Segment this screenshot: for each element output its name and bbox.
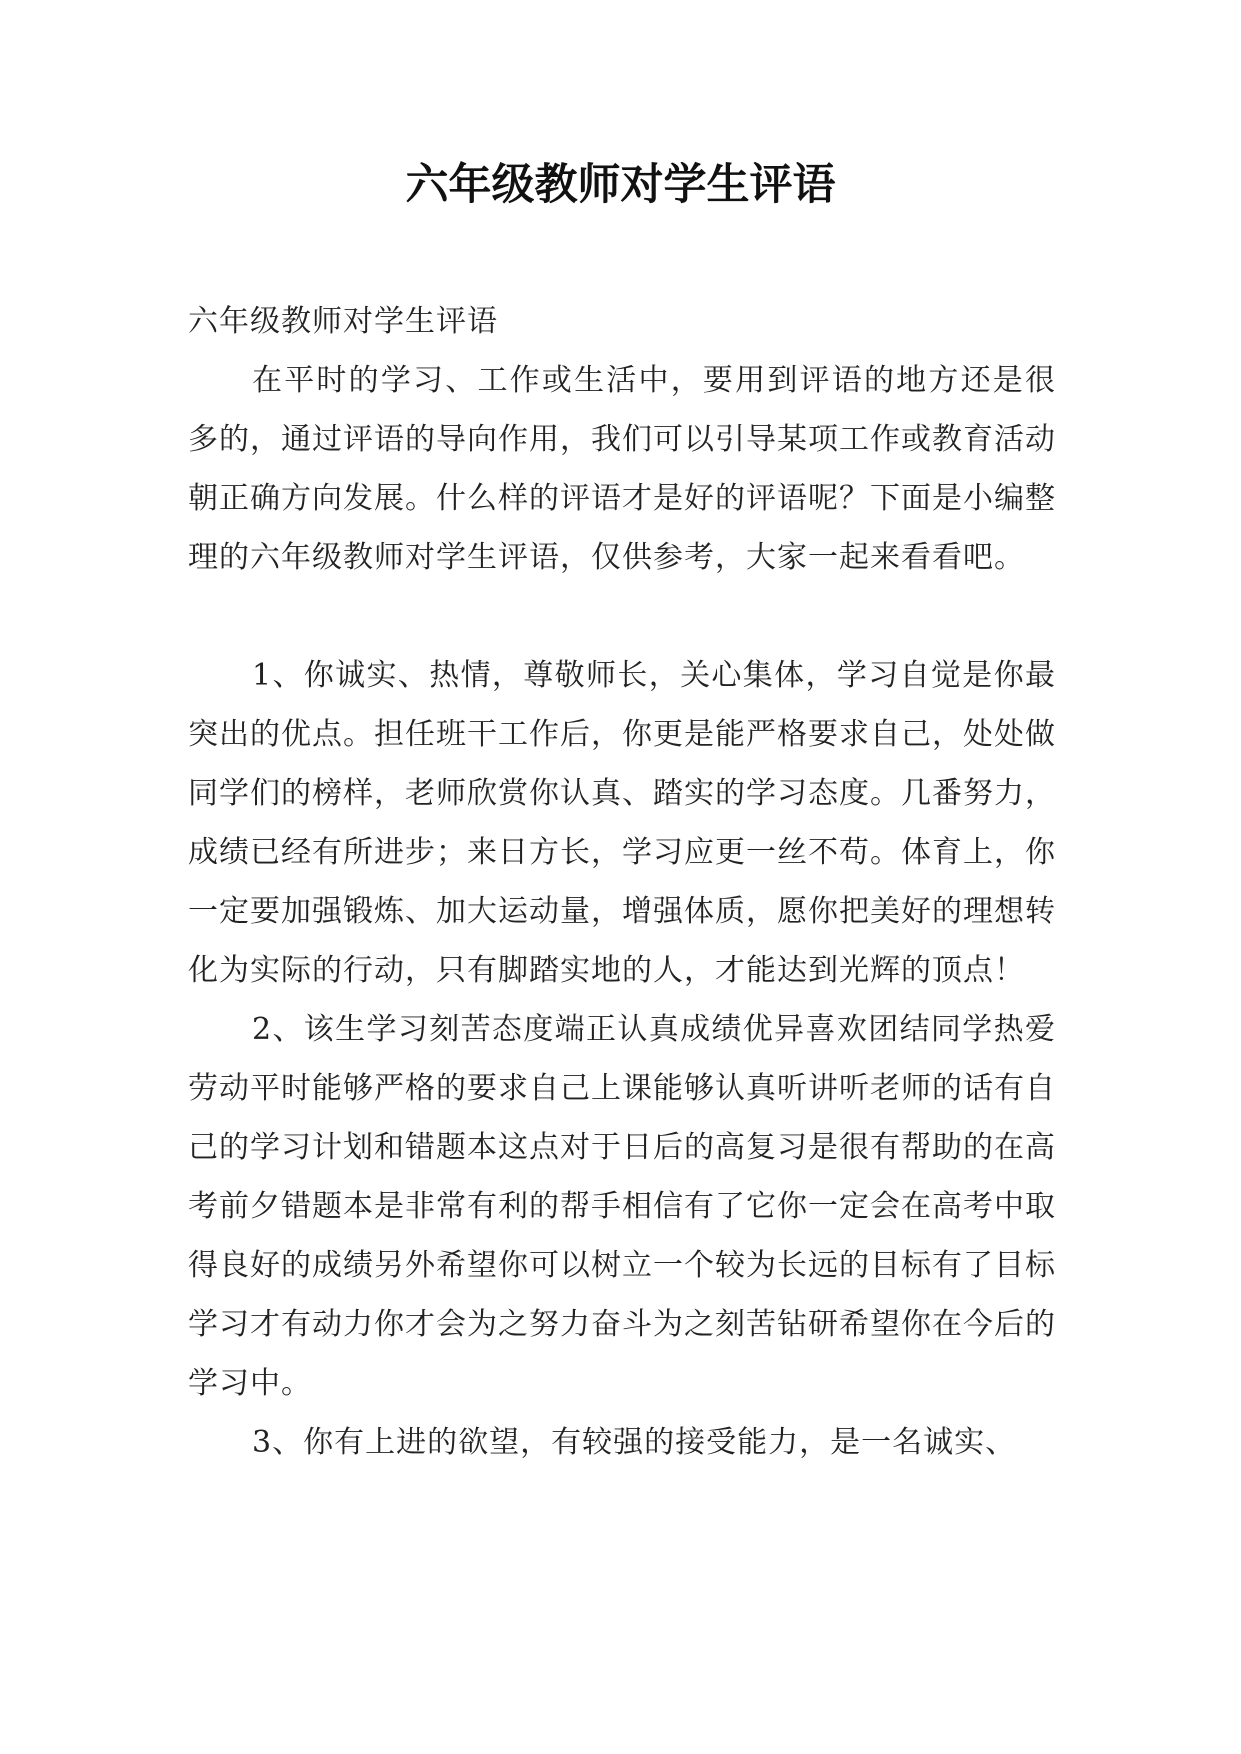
document-title: 六年级教师对学生评语	[405, 160, 836, 210]
comment-paragraph-1: 1、你诚实、热情，尊敬师长，关心集体，学习自觉是你最突出的优点。担任班干工作后，你更是能严格要求自己，处处做同学们的榜样，老师欣赏你认真、踏实的学习态度。几番努力，成绩已经有所进步；来日方长，学习应更一丝不苟。体育上，你一定要加强锻炼、加大运动量，增强体质，愿你把美好的理想转化为实际的行动，只有脚踏实地的人，才能达到光辉的顶点！	[188, 658, 1056, 988]
document-body	[188, 292, 1056, 1472]
document-subtitle: 六年级教师对学生评语	[188, 304, 498, 339]
paragraph-spacer	[188, 587, 1056, 646]
comment-paragraph-3: 3、你有上进的欲望，有较强的接受能力，是一名诚实、	[252, 1425, 1017, 1460]
comment-paragraph-2: 2、该生学习刻苦态度端正认真成绩优异喜欢团结同学热爱劳动平时能够严格的要求自己上课能够认真听讲听老师的话有自己的学习计划和错题本这点对于日后的高复习是很有帮助的在高考前夕错题本是非常有利的帮手相信有了它你一定会在高考中取得良好的成绩另外希望你可以树立一个较为长远的目标有了目标学习才有动力你才会为之努力奋斗为之刻苦钻研希望你在今后的学习中。	[188, 1012, 1056, 1401]
intro-paragraph: 在平时的学习、工作或生活中，要用到评语的地方还是很多的，通过评语的导向作用，我们可以引导某项工作或教育活动朝正确方向发展。什么样的评语才是好的评语呢？下面是小编整理的六年级教师对学生评语，仅供参考，大家一起来看看吧。	[188, 363, 1056, 575]
